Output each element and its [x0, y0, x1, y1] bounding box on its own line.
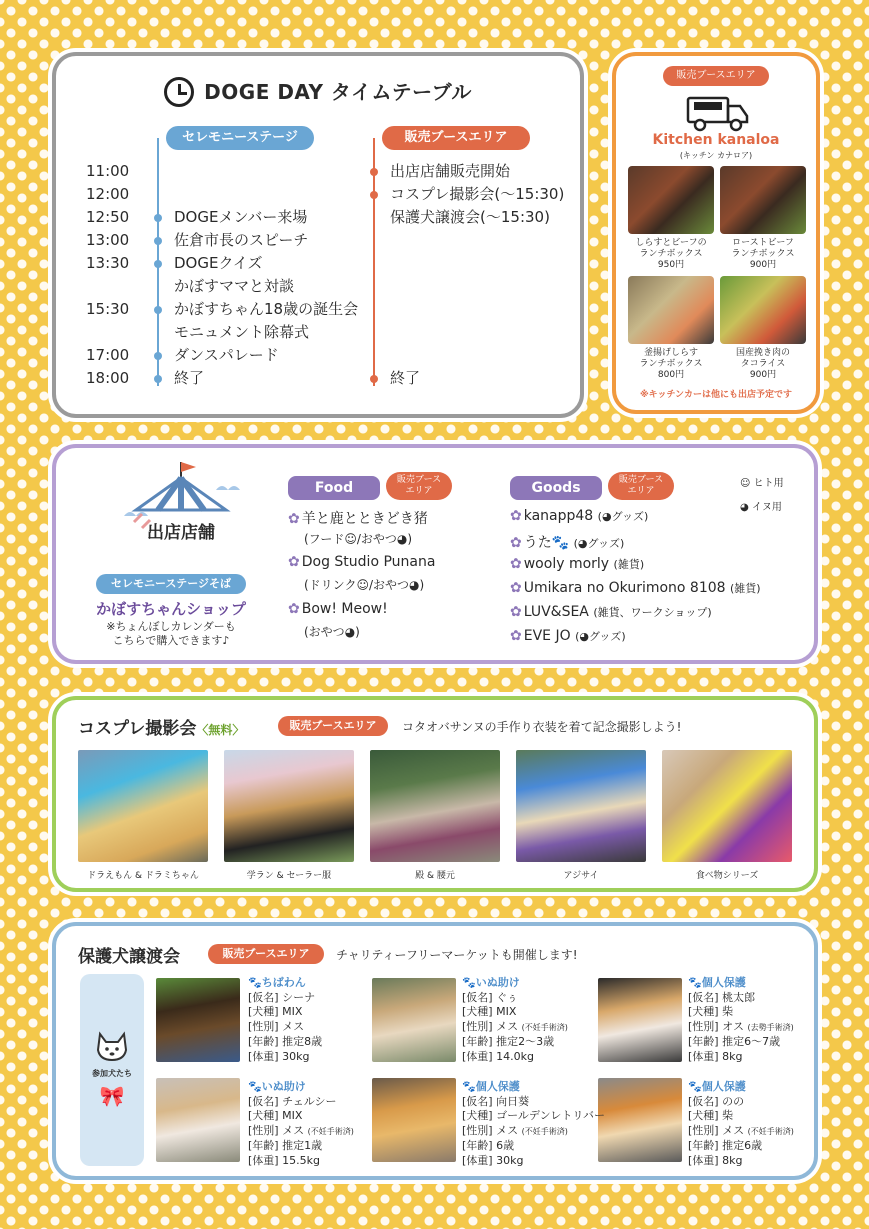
goods-shop: ✿ Umikara no Okurimono 8108 (雑貨): [510, 580, 761, 596]
cosplay-caption: 殿 & 腰元: [415, 871, 455, 881]
stage-dot: [154, 306, 162, 314]
cosplay-photo: [662, 750, 792, 862]
flower-icon: ✿: [288, 601, 300, 617]
flower-icon: ✿: [288, 554, 300, 570]
food-area-badge: 販売ブース エリア: [386, 472, 452, 500]
food-photo: [720, 166, 806, 234]
flower-icon: ✿: [510, 508, 522, 524]
dog-info: 🐾個人保護 [仮名] のの [犬種] 柴 [性別] メス (不妊手術済) [年齢] 推定6歳 [体重] 8kg: [688, 1080, 794, 1167]
kitchen-note: ※キッチンカーは他にも出店予定です: [639, 390, 793, 400]
cosplay-photo: [516, 750, 646, 862]
kitchen-area-label: 販売ブースエリア: [663, 66, 769, 86]
food-shop: ✿ Bow! Meow!: [288, 601, 388, 617]
dog-photo: [598, 1078, 682, 1162]
flower-icon: ✿: [510, 604, 522, 620]
stage-dot: [154, 352, 162, 360]
food-caption: 国産挽き肉の タコライス 900円: [735, 348, 790, 380]
paw-icon: 🐾: [462, 976, 476, 989]
dog-face-icon: [94, 1030, 130, 1062]
time-1250: 12:50: [86, 208, 130, 226]
booth-event: 終了: [390, 369, 421, 387]
time-1800: 18:00: [86, 369, 130, 387]
dog-info: 🐾いぬ助け [仮名] チェルシー [犬種] MIX [性別] メス (不妊手術済) [年齢] 推定1歳 [体重] 15.5kg: [248, 1080, 354, 1167]
goods-area-badge: 販売ブース エリア: [608, 472, 674, 500]
stage-event: 終了: [174, 369, 205, 387]
booth-label: 販売ブースエリア: [382, 126, 530, 150]
stage-dot: [154, 260, 162, 268]
dog-info: 🐾いぬ助け [仮名] ぐぅ [犬種] MIX [性別] メス (不妊手術済) [年齢] 推定2〜3歳 [体重] 14.0kg: [462, 976, 568, 1063]
shops-title: 出店店舗: [147, 523, 215, 543]
kabosu-shop-note: ※ちょんぼしカレンダーも こちらで購入できます♪: [106, 620, 236, 647]
time-1100: 11:00: [86, 162, 130, 180]
food-shop: ✿ 羊と鹿とときどき猪: [288, 511, 428, 527]
cosplay-caption: ドラえもん & ドラミちゃん: [87, 871, 199, 881]
goods-label: Goods: [510, 476, 602, 500]
human-icon: ☺: [344, 532, 357, 546]
timetable-title: DOGE DAY タイムテーブル: [56, 76, 580, 109]
food-caption: 釜揚げしらす ランチボックス 800円: [639, 348, 703, 380]
time-1330: 13:30: [86, 254, 130, 272]
food-photo: [628, 166, 714, 234]
food-shop-detail: (ドリンク☺/おやつ◕): [304, 578, 425, 592]
shops-card: [52, 444, 818, 664]
cosplay-description: コタオバサンヌの手作り衣装を着て記念撮影しよう!: [402, 720, 682, 734]
time-1300: 13:00: [86, 231, 130, 249]
rescue-description: チャリティーフリーマーケットも開催します!: [336, 948, 578, 962]
stage-label: セレモニーステージ: [166, 126, 314, 150]
cosplay-caption: 食べ物シリーズ: [695, 871, 759, 881]
flower-icon: ✿: [510, 580, 522, 596]
goods-shop: ✿ EVE JO (◕グッズ): [510, 628, 626, 644]
booth-dot: [370, 168, 378, 176]
dog-icon: ◕: [409, 578, 420, 592]
rescue-card: [52, 922, 818, 1180]
stage-event: 佐倉市長のスピーチ: [174, 231, 309, 249]
booth-event: コスプレ撮影会(〜15:30): [390, 185, 565, 203]
flower-icon: ✿: [510, 556, 522, 572]
goods-shop: ✿ うた🐾 (◕グッズ): [510, 535, 625, 551]
dog-photo: [372, 978, 456, 1062]
cosplay-caption: アジサイ: [563, 871, 599, 881]
booth-event: 保護犬譲渡会(〜15:30): [390, 208, 550, 226]
human-icon: ☺: [740, 478, 751, 489]
kitchen-subtitle: (キッチン カナロア): [679, 151, 753, 160]
kabosu-shop-name: かぼすちゃんショップ: [96, 600, 246, 618]
food-shop: ✿ Dog Studio Punana: [288, 554, 436, 570]
stage-event: かぼすちゃん18歳の誕生会: [174, 300, 359, 318]
rescue-area-label: 販売ブースエリア: [208, 944, 324, 964]
stage-side-label: セレモニーステージそば: [96, 574, 246, 594]
kitchen-name: Kitchen kanaloa: [652, 132, 780, 148]
food-shop-detail: (フード☺/おやつ◕): [304, 532, 413, 546]
dog-photo: [598, 978, 682, 1062]
dog-info: 🐾ちばわん [仮名] シーナ [犬種] MIX [性別] メス [年齢] 推定8歳 [体重] 30kg: [248, 976, 323, 1063]
food-truck-icon: [686, 92, 750, 132]
goods-shop: ✿ LUV&SEA (雑貨、ワークショップ): [510, 604, 712, 620]
cosplay-caption: 学ラン & セーラー服: [246, 871, 332, 881]
flower-icon: ✿: [288, 511, 300, 527]
booth-event: 出店店舗販売開始: [390, 162, 511, 180]
stage-dot: [154, 375, 162, 383]
goods-shop: ✿ wooly morly (雑貨): [510, 556, 645, 572]
time-1700: 17:00: [86, 346, 130, 364]
cosplay-photo: [78, 750, 208, 862]
food-shop-detail: (おやつ◕): [304, 625, 360, 639]
participating-dogs-panel: [80, 974, 144, 1166]
dog-photo: [156, 978, 240, 1062]
dog-icon: ◕: [601, 510, 612, 523]
cosplay-card: [52, 696, 818, 892]
dog-icon: ◕: [577, 537, 588, 550]
cosplay-area-label: 販売ブースエリア: [278, 716, 388, 736]
food-photo: [720, 276, 806, 344]
paw-icon: 🐾: [688, 976, 702, 989]
flower-icon: ✿: [510, 535, 522, 551]
booth-dot: [370, 191, 378, 199]
dog-photo: [372, 1078, 456, 1162]
flower-icon: ✿: [510, 628, 522, 644]
time-1200: 12:00: [86, 185, 130, 203]
paw-icon: 🐾: [688, 1080, 702, 1093]
ribbon-icon: 🎀: [99, 1084, 125, 1108]
food-caption: ローストビーフ ランチボックス 900円: [731, 238, 795, 270]
human-icon: ☺: [356, 578, 369, 592]
stage-event: ダンスパレード: [174, 346, 279, 364]
booth-dot: [370, 375, 378, 383]
participating-dogs-label: 参加犬たち: [92, 1069, 132, 1078]
legend-dog: ◕ イヌ用: [740, 502, 782, 513]
cosplay-title: コスプレ撮影会〈無料〉: [78, 719, 245, 739]
time-1530: 15:30: [86, 300, 130, 318]
timetable-card: [52, 52, 584, 418]
clock-icon: [164, 77, 194, 107]
cosplay-photo: [224, 750, 354, 862]
dog-icon: ◕: [344, 625, 356, 639]
paw-icon: 🐾: [551, 535, 570, 551]
dog-info: 🐾個人保護 [仮名] 桃太郎 [犬種] 柴 [性別] オス (去勢手術済) [年齢] 推定6〜7歳 [体重] 8kg: [688, 976, 794, 1063]
food-photo: [628, 276, 714, 344]
paw-icon: 🐾: [462, 1080, 476, 1093]
food-label: Food: [288, 476, 380, 500]
stage-event: モニュメント除幕式: [174, 323, 310, 341]
stage-event: DOGEクイズ: [174, 254, 263, 272]
food-caption: しらすとビーフの ランチボックス 950円: [635, 238, 707, 270]
stage-event: かぼすママと対談: [174, 277, 295, 295]
goods-shop: ✿ kanapp48 (◕グッズ): [510, 508, 649, 524]
paw-icon: 🐾: [248, 976, 262, 989]
legend-human: ☺ ヒト用: [740, 478, 784, 489]
stage-dot: [154, 237, 162, 245]
paw-icon: 🐾: [248, 1080, 262, 1093]
dog-photo: [156, 1078, 240, 1162]
dog-icon: ◕: [740, 502, 749, 513]
stage-dot: [154, 214, 162, 222]
rescue-title: 保護犬譲渡会: [78, 947, 180, 967]
dog-icon: ◕: [579, 630, 589, 643]
kitchen-card: [612, 52, 820, 414]
dog-icon: ◕: [396, 532, 408, 546]
stage-event: DOGEメンバー来場: [174, 208, 308, 226]
cosplay-photo: [370, 750, 500, 862]
dog-info: 🐾個人保護 [仮名] 向日葵 [犬種] ゴールデンレトリバー [性別] メス (不妊手術済) [年齢] 6歳 [体重] 30kg: [462, 1080, 606, 1167]
